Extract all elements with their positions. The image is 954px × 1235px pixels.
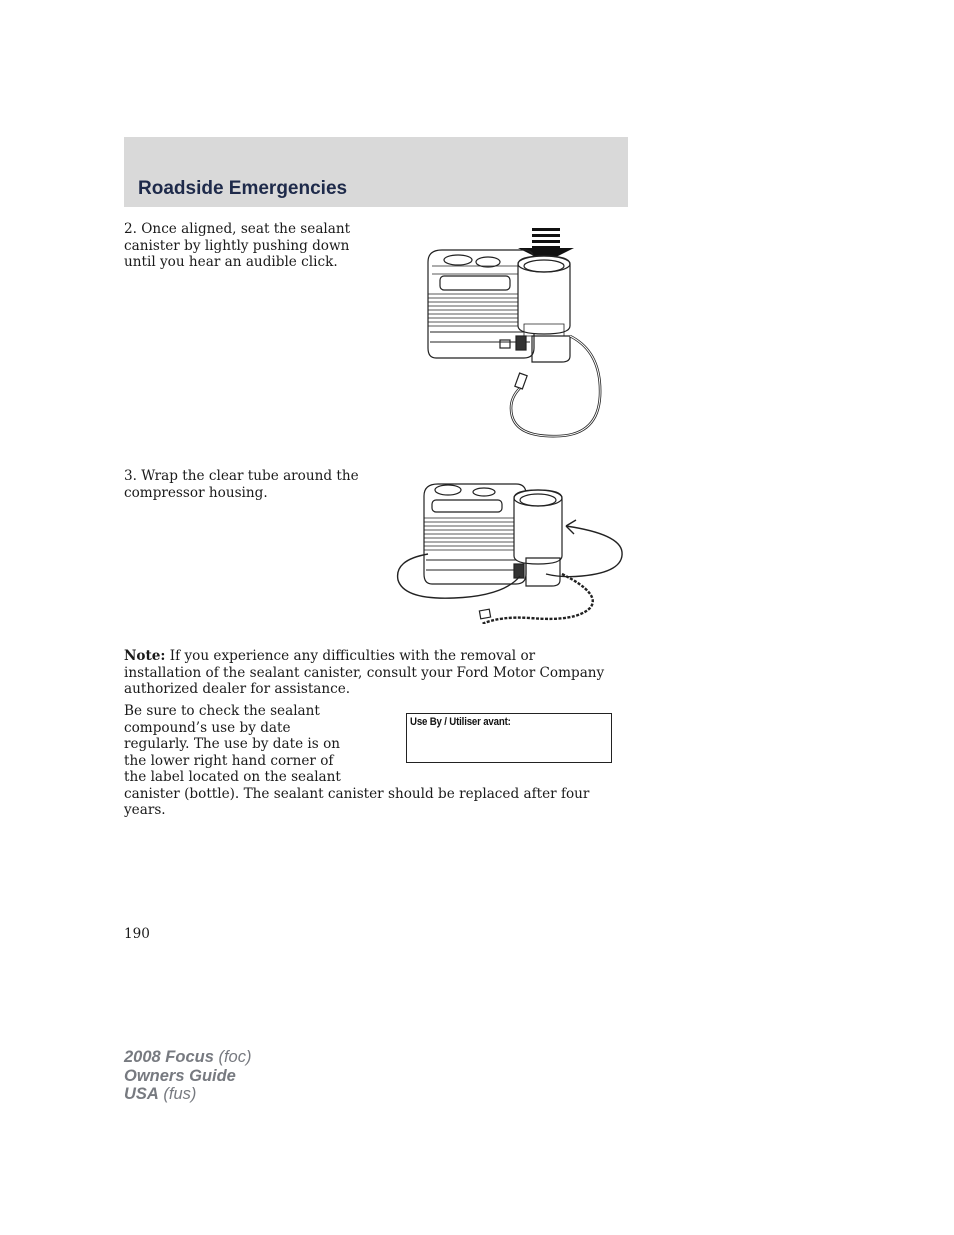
section-header-band (124, 137, 628, 207)
footer-line-1 (124, 1048, 251, 1067)
section-title: Roadside Emergencies (138, 178, 348, 199)
tube-wrap-illustration (396, 474, 624, 624)
footer-line-3 (124, 1085, 251, 1104)
note-paragraph (124, 648, 616, 698)
footer-guide: Owners Guide (124, 1066, 236, 1085)
use-by-label-text: Use By / Utiliser avant: (410, 716, 511, 728)
document-footer (124, 1048, 251, 1104)
step-3-text: 3. Wrap the clear tube around the compressor housing. (124, 468, 359, 501)
note-label: Note: (124, 648, 166, 664)
footer-model-code: (foc) (213, 1048, 252, 1066)
canister-seating-illustration (420, 224, 610, 442)
use-by-text: Be sure to check the sealant compound’s use by date regularly. The use by date is on the lower right hand corner of the label located on the sealant canister (bottle). The sealant canister should be replaced after four years. (124, 703, 590, 818)
footer-region-code: (fus) (158, 1085, 197, 1103)
footer-region: USA (124, 1085, 159, 1103)
note-text: If you experience any difficulties with the removal or installation of the sealant canister, consult your Ford Motor Company authorized dealer for assistance. (124, 648, 605, 697)
page-number: 190 (124, 926, 150, 942)
step-2-text: 2. Once aligned, seat the sealant canister by lightly pushing down until you hear an audible click. (124, 221, 351, 270)
footer-line-2 (124, 1067, 251, 1086)
use-by-label-box (406, 713, 612, 763)
footer-model: 2008 Focus (124, 1048, 214, 1066)
